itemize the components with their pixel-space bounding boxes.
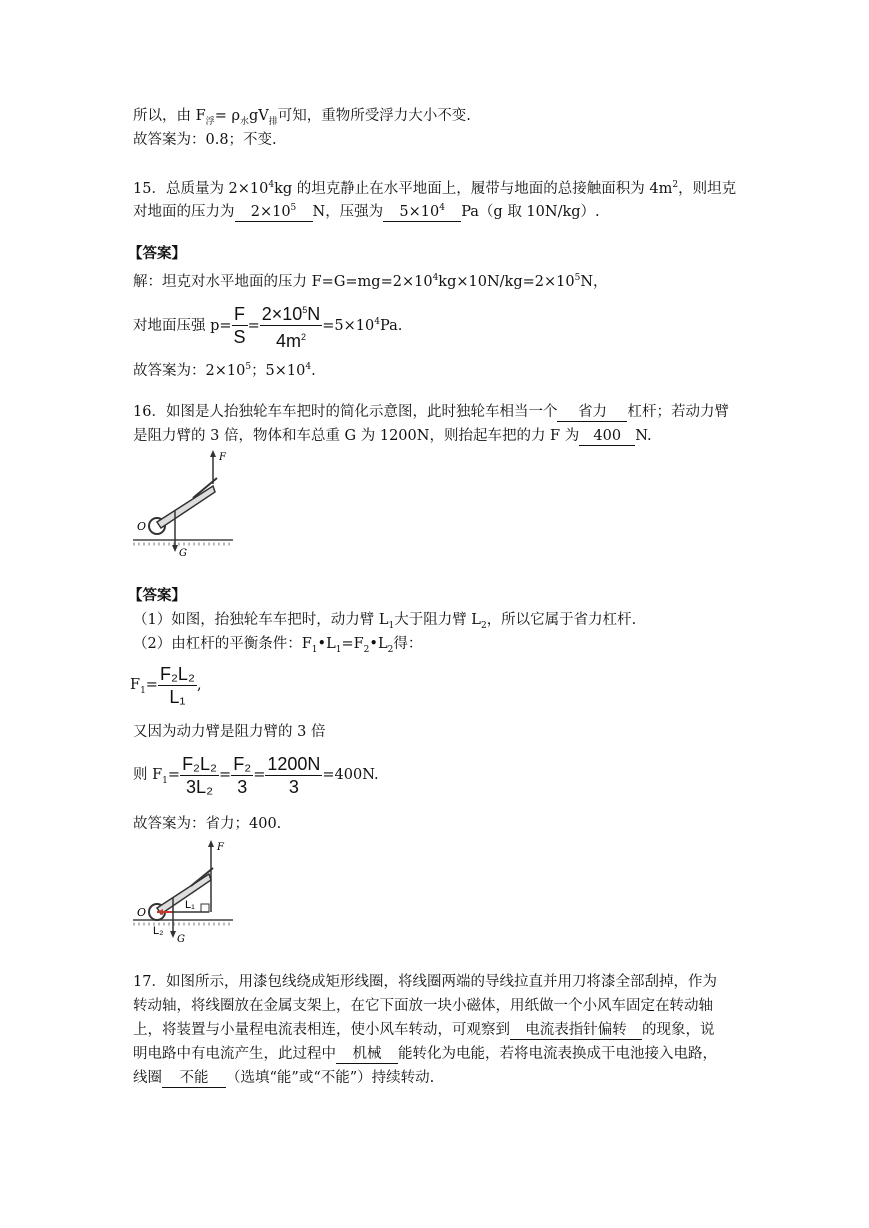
- fraction-denominator: L₁: [169, 686, 186, 707]
- q15-final-answer: [133, 357, 316, 381]
- q16-sub: 2: [480, 620, 487, 631]
- q16-answer-blank-lever: 省力: [557, 403, 627, 422]
- q16-sub: 1: [311, 644, 318, 655]
- fraction-denominator: S: [233, 327, 246, 348]
- q15-sup: 5: [290, 203, 297, 213]
- q16-final-answer: 故答案为：省力；400.: [133, 816, 282, 832]
- equals-sign: =: [219, 767, 232, 783]
- q15-text: 15．总质量为 2×10: [133, 180, 269, 197]
- q14-answer-line: 故答案为：0.8；不变.: [133, 132, 277, 148]
- fraction-numerator: F₂: [233, 753, 252, 774]
- q17-text: 能转化为电能，若将电流表换成干电池接入电路，: [398, 1046, 717, 1062]
- q16-text: （2）由杠杆的平衡条件：F: [133, 636, 312, 652]
- fraction-numerator: F₂L₂: [182, 753, 218, 774]
- q15-text: Pa（g 取 10N/kg）.: [461, 203, 600, 220]
- frac-sup: 2: [301, 332, 307, 343]
- frac-text: N: [307, 304, 321, 325]
- barrow-body: [157, 874, 211, 914]
- q14-sub: 排: [268, 116, 278, 127]
- right-angle-mark: [201, 904, 209, 912]
- label-g: G: [179, 548, 187, 559]
- eq-text: 则 F: [133, 767, 163, 783]
- wheelbarrow-lever-arm-figure: [133, 836, 233, 948]
- fraction-numerator: F: [232, 303, 248, 326]
- q16-equation1: [130, 660, 202, 716]
- q15-text: 故答案为：2×10: [133, 362, 246, 379]
- q16-answer-blank-force: 400: [579, 427, 635, 446]
- gravity-arrowhead: [172, 545, 178, 552]
- q16-sub: 1: [388, 620, 395, 631]
- q16-text: N.: [635, 428, 652, 444]
- q16-sub: 2: [363, 644, 370, 655]
- frac-sup: 5: [302, 305, 308, 316]
- q16-text: 16．如图是人抬独轮车车把时的简化示意图，此时独轮车相当一个: [133, 404, 558, 420]
- frac-text: 4m: [275, 331, 301, 352]
- q16-fraction-3: [265, 753, 322, 798]
- q15-text: 解：坦克对水平地面的压力 F=G=mg=2×10: [133, 273, 433, 290]
- q15-sup: 4: [439, 203, 445, 213]
- q17-question-line3: [133, 1020, 715, 1040]
- q16-text: 是阻力臂的 3 倍，物体和车总重 G 为 1200N，则抬起车把的力 F 为: [133, 428, 580, 444]
- q16-solution-line3: 又因为动力臂是阻力臂的 3 倍: [133, 724, 326, 740]
- q15-answer-blank-pressure: [383, 199, 461, 222]
- eq-sub: 1: [162, 775, 168, 786]
- fraction-denominator: [260, 326, 323, 352]
- q16-text: ，所以它属于省力杠杆.: [486, 612, 637, 628]
- q15-text: ；5×10: [251, 362, 306, 379]
- q14-sub: 浮: [205, 116, 215, 127]
- q15-solution-line1: [133, 268, 608, 292]
- eq-text: =400N.: [322, 767, 379, 783]
- q15-text: 对地面压强 p=: [133, 317, 232, 334]
- label-l2: L₂: [153, 925, 164, 937]
- q14-text: 所以，由 F: [133, 108, 206, 124]
- q15-text: =5×10: [322, 317, 375, 334]
- label-l1: L₁: [185, 899, 195, 911]
- q16-fraction-f2l2-l1: [158, 663, 197, 708]
- q15-solution-line2: [133, 298, 402, 352]
- equals-sign: =: [167, 767, 181, 783]
- q17-text: 线圈: [133, 1070, 162, 1086]
- label-g: G: [177, 934, 185, 945]
- barrow-body: [157, 486, 215, 528]
- q15-blank-text: 2×10: [250, 203, 291, 220]
- q14-conclusion-line: [133, 106, 471, 132]
- q15-text: .: [311, 362, 316, 379]
- q17-text: 明电路中有电流产生，此过程中: [133, 1046, 336, 1062]
- q17-answer-blank-phenomenon: 电流表指针偏转: [510, 1021, 642, 1040]
- equals-sign: =: [253, 767, 266, 783]
- q15-text: Pa.: [380, 317, 403, 334]
- q17-question-line2: 转动轴，将线圈放在金属支架上，在它下面放一块小磁体，用纸做一个小风车固定在转动轴: [133, 998, 713, 1014]
- equals-sign: =: [247, 317, 260, 334]
- q16-sub: 2: [387, 644, 394, 655]
- label-o: O: [137, 906, 147, 919]
- q16-fraction-1: [180, 753, 219, 798]
- gravity-arrowhead: [170, 931, 176, 938]
- q17-answer-blank-rotation: 不能: [162, 1069, 226, 1088]
- fraction-denominator: 3: [288, 776, 299, 797]
- equals-sign: =: [145, 677, 158, 693]
- q16-solution-line1: [133, 610, 636, 636]
- eq-text: F: [130, 677, 141, 693]
- label-o: O: [137, 520, 147, 533]
- q17-question-line1: 17．如图所示，用漆包线绕成矩形线圈，将线圈两端的导线拉直并用刀将漆全部刮掉，作为: [133, 974, 717, 990]
- q15-text: ，则坦克: [678, 180, 737, 197]
- q16-text: •L: [369, 636, 388, 652]
- q15-question-line2: [133, 199, 600, 222]
- q15-text: N，: [580, 273, 608, 290]
- q17-question-line5: [133, 1068, 434, 1088]
- q15-sup: 5: [245, 362, 252, 372]
- q15-answer-header: 【答案】: [128, 245, 186, 262]
- wheelbarrow-figure: [133, 448, 233, 560]
- q16-text: 大于阻力臂 L: [394, 612, 481, 628]
- q15-text: 对地面的压力为: [133, 203, 235, 220]
- fraction-denominator: 3: [237, 776, 248, 797]
- q16-text: 得：: [393, 636, 423, 652]
- q17-text: 的现象，说: [642, 1022, 715, 1038]
- q15-fraction-values: [260, 299, 323, 352]
- q16-sub: 1: [335, 644, 342, 655]
- q15-question-line1: [133, 175, 736, 199]
- q17-question-line4: [133, 1044, 717, 1064]
- q16-text: （1）如图，抬独轮车车把时，动力臂 L: [133, 612, 389, 628]
- q16-question-line1: [133, 402, 729, 422]
- q15-text: kg 的坦克静止在水平地面上，履带与地面的总接触面积为 4m: [274, 180, 673, 197]
- q15-answer-blank-force: [235, 199, 313, 222]
- q15-sup: 4: [305, 362, 312, 372]
- q17-answer-blank-energy: 机械: [336, 1045, 398, 1064]
- label-f: F: [217, 842, 224, 853]
- q14-text: gV: [249, 108, 269, 124]
- eq-text: ,: [196, 677, 202, 693]
- q15-sup: 4: [374, 317, 380, 327]
- fraction-numerator: [260, 299, 323, 326]
- q15-text: kg×10N/kg=2×10: [438, 273, 575, 290]
- q16-fraction-2: [231, 753, 253, 798]
- fraction-numerator: F₂L₂: [159, 663, 195, 684]
- eq-sub: 1: [140, 685, 146, 696]
- force-arrowhead: [208, 840, 214, 847]
- q15-fraction-fs: [232, 303, 248, 348]
- q15-sup: 4: [268, 180, 275, 190]
- q16-text: 杠杆；若动力臂: [627, 404, 729, 420]
- q16-answer-header: 【答案】: [128, 587, 186, 604]
- q14-sub: 水: [239, 116, 249, 127]
- q15-sup: 4: [432, 273, 439, 283]
- fraction-numerator: 1200N: [267, 753, 321, 774]
- q16-text: •L: [317, 636, 336, 652]
- q14-text: 可知，重物所受浮力大小不变.: [277, 108, 471, 124]
- q15-blank-text: 5×10: [399, 203, 440, 220]
- q16-question-line2: [133, 426, 652, 446]
- q15-sup: 5: [574, 273, 581, 283]
- fraction-denominator: 3L₂: [186, 776, 214, 797]
- q15-sup: 2: [672, 180, 679, 190]
- q15-text: N，压强为: [312, 203, 384, 220]
- q16-equation2: [133, 750, 379, 806]
- q16-solution-line2: [133, 634, 422, 660]
- label-f: F: [219, 452, 226, 463]
- q17-text: 上，将装置与小量程电流表相连，使小风车转动，可观察到: [133, 1022, 510, 1038]
- q14-text: = ρ: [214, 108, 240, 124]
- force-arrowhead: [210, 450, 216, 457]
- q17-text: （选填“能”或“不能”）持续转动.: [226, 1070, 435, 1086]
- q16-text: =F: [341, 636, 364, 652]
- frac-text: 2×10: [261, 304, 303, 325]
